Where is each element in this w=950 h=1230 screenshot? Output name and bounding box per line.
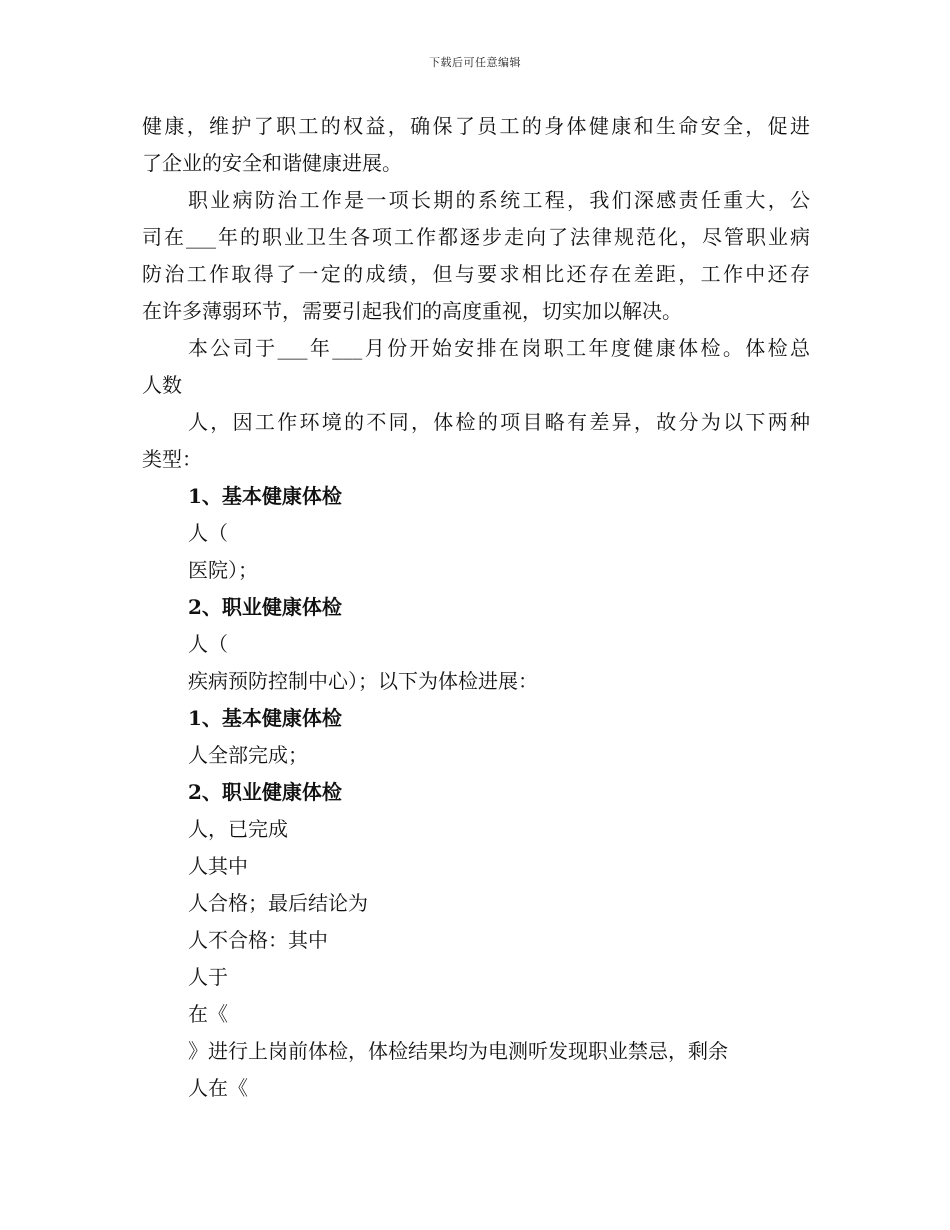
list-line: 人在《 [188,1076,248,1100]
list-line: 1、基本健康体检 [188,706,342,730]
list-line: 人于 [188,965,228,989]
paragraph-line: 健康，维护了职工的权益，确保了员工的身体健康和生命安全，促进 [142,114,810,138]
paragraph-line: 人，因工作环境的不同，体检的项目略有差异，故分为以下两种 [188,410,810,434]
list-line: 疾病预防控制中心）；以下为体检进展： [188,669,538,693]
list-line: 在《 [188,1002,228,1026]
paragraph-line: 防治工作取得了一定的成绩，但与要求相比还存在差距，工作中还存 [142,262,810,286]
list-line: 》进行上岗前体检，体检结果均为电测听发现职业禁忌，剩余 [188,1039,728,1063]
list-line: 2、职业健康体检 [188,780,342,804]
list-line: 人不合格：其中 [188,928,328,952]
list-line: 人合格；最后结论为 [188,891,368,915]
paragraph-line: 职业病防治工作是一项长期的系统工程，我们深感责任重大，公 [188,188,810,212]
list-line: 人（ [188,632,228,656]
list-line: 人全部完成； [188,743,308,767]
paragraph-line: 了企业的安全和谐健康进展。 [142,151,402,175]
list-line: 2、职业健康体检 [188,595,342,619]
list-line: 1、基本健康体检 [188,484,342,508]
page-header: 下载后可任意编辑 [429,56,521,69]
list-line: 人，已完成 [188,817,288,841]
list-line: 人其中 [188,854,248,878]
list-line: 人（ [188,521,228,545]
paragraph-line: 人数 [142,373,182,397]
paragraph-line: 类型： [142,447,202,471]
document-body [142,108,810,1107]
list-line: 医院）； [188,558,258,582]
paragraph-line: 在许多薄弱环节，需要引起我们的高度重视，切实加以解决。 [142,299,682,323]
paragraph-line: 本公司于___年___月份开始安排在岗职工年度健康体检。体检总 [188,336,810,360]
paragraph-line: 司在___年的职业卫生各项工作都逐步走向了法律规范化，尽管职业病 [142,225,810,249]
